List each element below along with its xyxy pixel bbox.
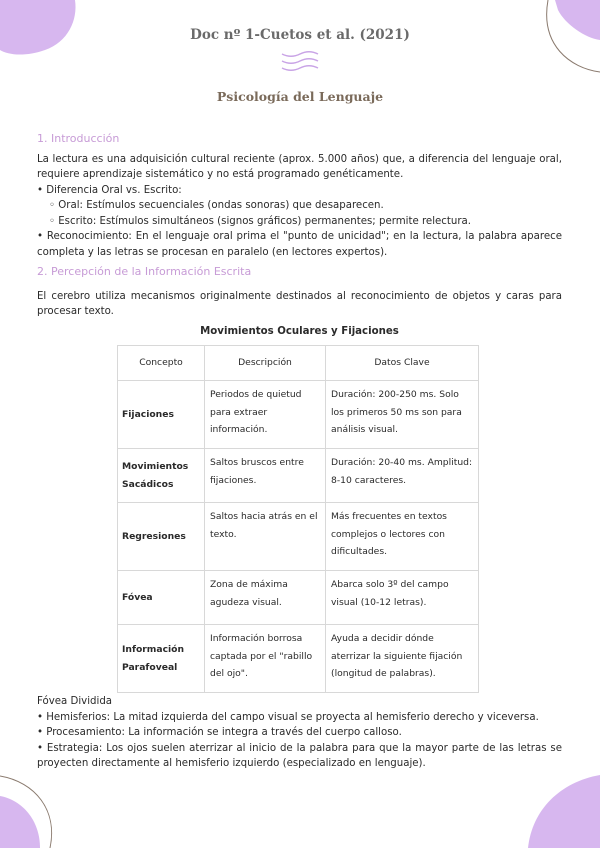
bullet-estrategia: • Estrategia: Los ojos suelen aterrizar al inicio de la palabra para que la mayor parte de las letras se proyecten directamente al hemisferio izquierdo (especializado en lenguaje). (37, 742, 562, 769)
table-cell-description: Periodos de quietud para extraer información. (205, 381, 326, 449)
bullet-hemisferios: • Hemisferios: La mitad izquierda del campo visual se proyecta al hemisferio derecho y viceversa. (37, 711, 539, 723)
eye-movements-table (117, 345, 479, 693)
bullet-procesamiento: • Procesamiento: La información se integra a través del cuerpo calloso. (37, 727, 402, 738)
table-cell-description: Zona de máxima agudeza visual. (205, 571, 326, 625)
table-cell-description: Saltos bruscos entre fijaciones. (205, 449, 326, 503)
table-cell-concept: Información Parafoveal (118, 625, 205, 693)
table-cell-data: Ayuda a decidir dónde aterrizar la siguiente fijación (longitud de palabras). (326, 625, 479, 693)
table-row (118, 449, 479, 503)
table-cell-data: Más frecuentes en textos complejos o lectores con dificultades. (326, 503, 479, 571)
table-row (118, 381, 479, 449)
table-cell-concept: Fijaciones (118, 381, 205, 449)
table-row (118, 503, 479, 571)
section-fovea-dividida (37, 694, 562, 772)
table-cell-data: Duración: 20-40 ms. Amplitud: 8-10 caracteres. (326, 449, 479, 503)
table-header-row (118, 346, 479, 381)
column-header: Descripción (205, 346, 326, 381)
table-cell-concept: Fóvea (118, 571, 205, 625)
document-title: Doc nº 1-Cuetos et al. (2021) (190, 27, 410, 43)
table-cell-concept: Regresiones (118, 503, 205, 571)
table-cell-description: Saltos hacia atrás en el texto. (205, 503, 326, 571)
table-cell-data: Abarca solo 3º del campo visual (10-12 letras). (326, 571, 479, 625)
percepcion-paragraph: El cerebro utiliza mecanismos originalmente destinados al reconocimiento de objetos y caras para procesar texto. (37, 290, 562, 317)
table-row (118, 571, 479, 625)
bullet-reconocimiento: • Reconocimiento: En el lenguaje oral prima el "punto de unicidad"; en la lectura, la palabra aparece completa y las letras se procesan en paralelo (en lectores expertos). (37, 231, 562, 258)
column-header: Datos Clave (326, 346, 479, 381)
bullet-diferencia: • Diferencia Oral vs. Escrito: (37, 184, 182, 196)
sub-bullet-escrito: ◦ Escrito: Estímulos simultáneos (signos gráficos) permanentes; permite relectura. (49, 215, 472, 227)
bottom-right-blob (528, 775, 600, 848)
section-heading-percepcion: 2. Percepción de la Información Escrita (37, 265, 252, 278)
table-row (118, 625, 479, 693)
document-subtitle: Psicología del Lenguaje (216, 89, 384, 104)
sub-bullet-oral: ◦ Oral: Estímulos secuenciales (ondas sonoras) que desaparecen. (49, 200, 384, 211)
fovea-title: Fóvea Dividida (37, 696, 113, 707)
table-cell-concept: Movimientos Sacádicos (118, 449, 205, 503)
table-cell-data: Duración: 200-250 ms. Solo los primeros 50 ms son para análisis visual. (326, 381, 479, 449)
table-caption: Movimientos Oculares y Fijaciones (200, 325, 399, 337)
intro-paragraph: La lectura es una adquisición cultural reciente (aprox. 5.000 años) que, a diferencia del lenguaje oral, requiere aprendizaje sistemático y no está programado genéticamente. (37, 153, 562, 180)
title-ornament-icon (282, 52, 318, 71)
table-cell-description: Información borrosa captada por el "rabillo del ojo". (205, 625, 326, 693)
section-introduccion (37, 131, 562, 260)
bottom-left-blob (0, 796, 40, 848)
section-percepcion (37, 264, 562, 693)
column-header: Concepto (118, 346, 205, 381)
section-heading-introduccion: 1. Introducción (37, 132, 120, 145)
